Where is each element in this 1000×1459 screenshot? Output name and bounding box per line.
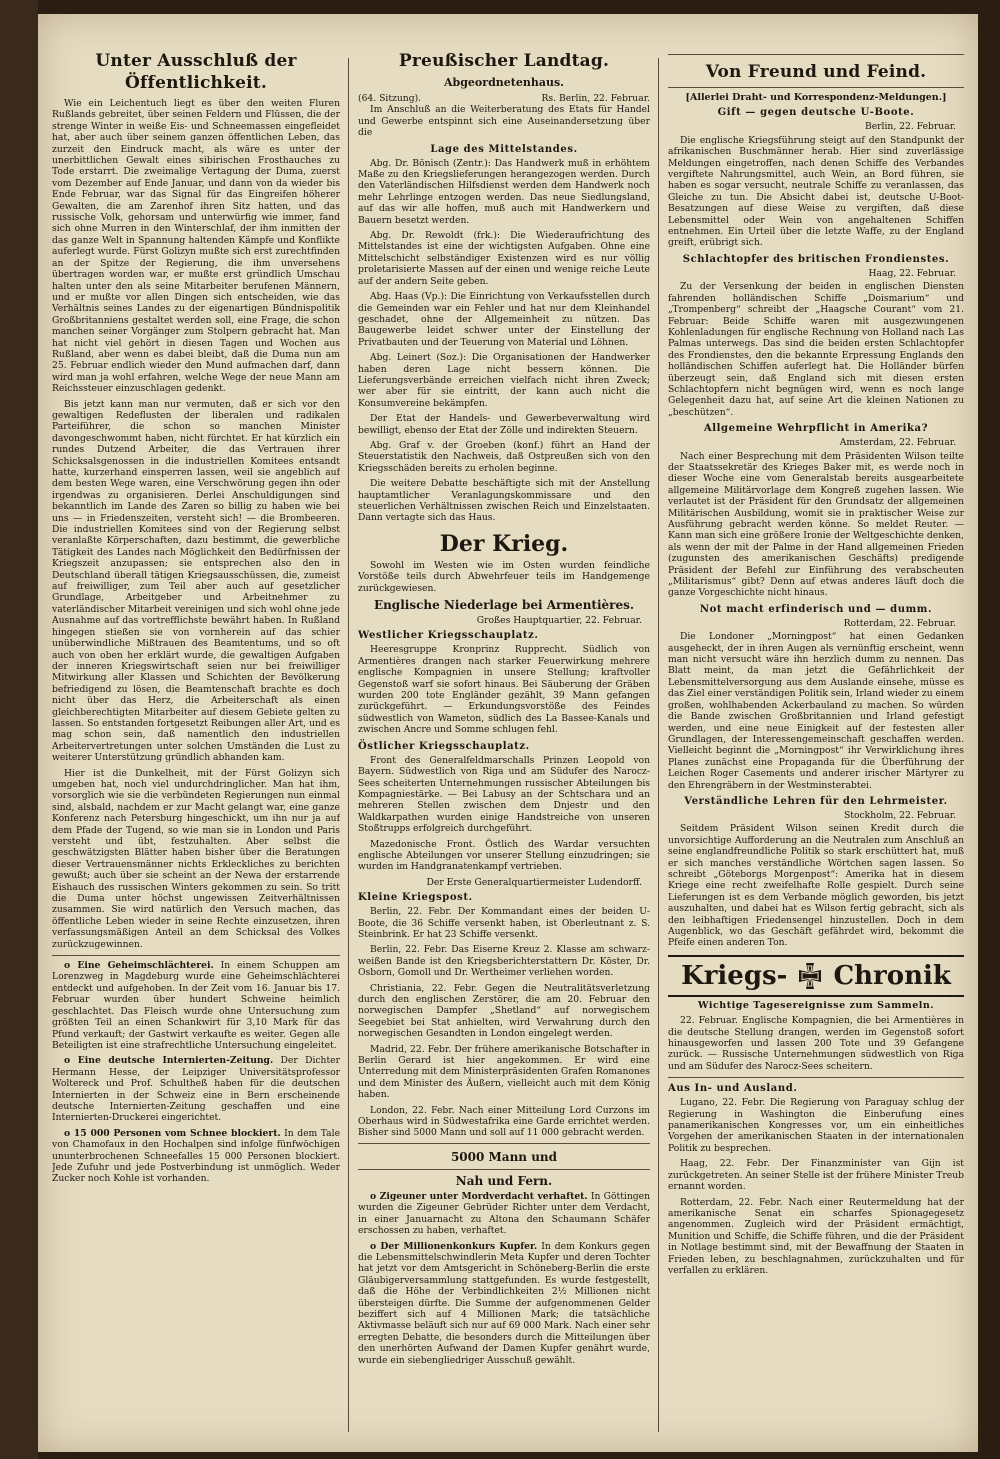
local-item — [358, 1241, 650, 1366]
headline-unter-ausschluss: Unter Ausschluß der Öffentlichkeit. — [95, 51, 297, 93]
local-text: In dem Konkurs gegen die Lebensmittelschwindlerin Meta Kupfer und deren Tochter hat jetzt vor dem Amtsgericht in Schöneberg-Berlin die erste Gläubigerversammlung stattgefunden. Es wurde festgestellt, daß die Höhe der Verbindlichkeiten 2½ Millionen nicht übersteigen dürfte. Die Summe der aufgenommenen Gelder beziffert sich auf 4 Millionen Mark; die tatsächliche Aktivmasse beläuft sich nur auf 69 000 Mark. Nach einer sehr erregten Debatte, die besonders durch die Mitteilungen über den unerhörten Aufwand der Damen Kupfer genährt wurde, wurde ein siebengliedriger Ausschuß gewählt. — [358, 1240, 650, 1366]
item-text: Die Londoner „Morningpost“ hat einen Gedanken ausgeheckt, der in ihren Augen als vernünftig erscheint, wenn man nicht versucht wäre ihn herzlich dumm zu nennen. Das Blatt meint, da man jetzt die Gefährlichkeit der Lebensmittelversorgung aus dem Auslande einsehe, müsse es das Ziel einer verständigen Politik sein, Irland wieder zu einem großen, wohlhabenden Ackerbauland zu machen. So würden die Bande zwischen Großbritannien und Irland gefestigt werden, und eine neue Einigkeit auf der festesten aller Grundlagen, der Interessengemeinschaft geschaffen werden. Vielleicht beginnt die „Morningpost“ ihr Verwirklichung ihres Planes zunächst eine Propaganda für die Überführung der Leichen Roger Casements und anderer irischer Märtyrer zu den Ehrengräbern in der Westminsterabtei. — [668, 631, 964, 791]
local-text: In Göttingen wurden die Zigeuner Gebrüder Richter unter dem Verdacht, in einer Januarnacht zu Altona den Schaumann Schäfer erschossen zu haben, verhaftet. — [358, 1190, 650, 1237]
headline-landtag: Preußischer Landtag. — [398, 51, 610, 71]
item-dateline: Berlin, 22. Februar. — [864, 121, 956, 133]
news-item — [52, 1055, 340, 1123]
macedonia-text: Mazedonische Front. Östlich des Wardar versuchten englische Abteilungen vor unserer Stellung einzudringen; sie wurden im Handgranatenkampf vertrieben. — [358, 838, 650, 873]
session-intro: Im Anschluß an die Weiterberatung des Etats für Handel und Gewerbe entspinnt sich eine Auseinandersetzung über die — [358, 104, 650, 139]
small-war-item: London, 22. Febr. Nach einer Mitteilung Lord Curzons im Oberhaus wird in Südwestafrika eine Garde errichtet werden. Bisher sind 5000 Mann und soll auf 11 000 gebracht werden. — [358, 1104, 650, 1139]
east-title: Östlicher Kriegsschauplatz. — [358, 740, 530, 752]
news-text: In einem Schuppen am Lorenzweg in Magdeburg wurde eine Geheimschlächterei entdeckt und aufgehoben. In der Zeit vom 16. Januar bis 17. Februar wurden über hundert Schweine heimlich geschlachtet. Das Fleisch wurde ohne Untersuchung zum größten Teil an einen Schankwirt für 3,10 Mark für das Pfund verkauft; der Gastwirt verkaufte es weiter. Gegen alle Beteiligten ist eine strafrechtliche Untersuchung eingeleitet. — [52, 960, 340, 1051]
subhead-abgeordnetenhaus: Abgeordnetenhaus. — [444, 76, 564, 89]
debate-paragraph: Abg. Leinert (Soz.): Die Organisationen der Handwerker haben deren Lage nicht bessern können. Die Lieferungsverbände erreichen vielfach nicht ihren Zweck; wer aber für sie eintritt, der kann auch nicht die Konsumvereine bekämpfen. — [358, 352, 650, 409]
item-dateline: Amsterdam, 22. Februar. — [839, 437, 956, 449]
separator — [668, 1077, 964, 1078]
abroad-item: Haag, 22. Febr. Der Finanzminister van Gijn ist zurückgetreten. An seiner Stelle ist der frühere Minister Treub ernannt worden. — [668, 1158, 964, 1193]
debate-paragraph: Abg. Graf v. der Groeben (konf.) führt an Hand der Steuerstatistik den Nachweis, daß Ostpreußen sich von den Kriegsschäden bereits zu erholen beginne. — [358, 439, 650, 474]
session-line — [358, 93, 650, 104]
abroad-item: Lugano, 22. Febr. Die Regierung von Paraguay schlug der Regierung in Washington die Einberufung eines panamerikanischen Kongresses vor, um ein einheitliches Vorgehen der amerikanischen Staaten in der internationalen Politik zu besprechen. — [668, 1097, 964, 1154]
article-paragraph: Bis jetzt kann man nur vermuten, daß er sich vor den gewaltigen Redeflusten der liberalen und radikalen Parteiführer, die schon so manchen Minister davongeschwommt haben, nicht fürchtet. Er hat kürzlich ein rundes Dutzend Arbeiter, die das Vertrauen ihrer Schicksalsgenossen in die industriellen Komitees entsandt hatte, kurzerhand einsperren lassen, weil sie angeblich auf dem besten Wege waren, eine Verschwörung gegen ihn oder irgendwas zu organisieren. Derlei Anschuldigungen sind bekanntlich im Lande des Zaren so billig zu haben wie bei uns — in Friedenszeiten, versteht sich! — die Brombeeren. Die industriellen Komitees sind von der Regierung selbst veranlaßte Körperschaften, dazu bestimmt, die gewerbliche Tätigkeit des Landes nach Möglichkeit den Bedürfnissen der Kriegszeit anzupassen; sie entsprechen also den in Deutschland überall tätigen Kriegsausschüssen, die, zumeist auf freiwilliger, zum Teil aber auch auf gesetzlicher Grundlage, Arbeitgeber und Arbeitnehmer zu vaterländischer Mitarbeit vereinigen und sich wohl ohne jede Ausnahme auf das vortrefflichste bewährt haben. In Rußland hingegen stießen sie von vornherein auf das schier unüberwindliche Mißtrauen des Beamtentums, und so oft auch von oben her erklärt wurde, die gewaltigen Aufgaben der inneren Kriegswirtschaft seien nur bei freiwilliger Mitwirkung aller Klassen und Schichten der Bevölkerung befriedigend zu lösen, die Beamtenschaft brachte es doch nicht über das Herz, die Arbeiterschaft als einen gleichberechtigten Mitarbeiter auf diesem Gebiete gelten zu lassen. So entstanden fortgesetzt Reibungen aller Art, und es mag schon sein, daß namentlich den industriellen Arbeitervertretungen unter solchen Umständen die Lust zu weiterer Unterstützung gründlich abhanden kam. — [52, 398, 340, 764]
west-title: Westlicher Kriegsschauplatz. — [358, 630, 539, 642]
column-rule — [658, 58, 659, 1432]
headline-armentieres: Englische Niederlage bei Armentières. — [373, 598, 635, 613]
chronik-word-right: Chronik — [833, 960, 951, 991]
debate-paragraph: Abg. Haas (Vp.): Die Einrichtung von Verkaufsstellen durch die Gemeinden war ein Fehler und hat nur dem Kleinhandel geschadet, ohne der Allgemeinheit zu nützen. Das Baugewerbe leidet schwer unter der Einstellung der Privatbauten und der Teuerung von Material und Löhnen. — [358, 291, 650, 348]
news-title: o 15 000 Personen vom Schnee blockiert. — [64, 1127, 281, 1139]
small-war-item: Berlin, 22. Febr. Der Kommandant eines der beiden U-Boote, die 36 Schiffe versenkt haben, ist Oberleutnant z. S. Steinbrink. Er hat 23 Schiffe versenkt. — [358, 906, 650, 940]
column-left — [52, 50, 340, 1432]
west-text: Heeresgruppe Kronprinz Rupprecht. Südlich von Armentières drangen nach starker Feuerwirkung mehrere englische Kompagnien in unsere Stellung; kraftvoller Gegenstoß warf sie sofort hinaus. Bei Säuberung der Gräben wurden 200 tote Engländer gezählt, 39 Mann gefangen zurückgeführt. — Erkundungsvorstöße des Feindes südwestlich von Wameton, südlich des La Bassee-Kanals und zwischen Ancre und Somme schlugen fehl. — [358, 644, 650, 736]
local-title: o Zigeuner unter Mordverdacht verhaftet. — [370, 1190, 588, 1202]
subhead-meldungen: [Allerlei Draht- und Korrespondenz-Meldungen.] — [685, 92, 947, 103]
small-war-item: Berlin, 22. Febr. Das Eiserne Kreuz 2. Klasse am schwarz-weißen Bande ist den Kriegsberichterstattern Dr. Köster, Dr. Osborn, Gomoll und Dr. Wertheimer verliehen worden. — [358, 944, 650, 979]
column-center — [358, 50, 650, 1432]
small-war-post-title: Kleine Kriegspost. — [358, 892, 473, 904]
news-item — [52, 1128, 340, 1185]
abroad-item: Rotterdam, 22. Febr. Nach einer Reutermeldung hat der amerikanische Senat ein scharfes Spionagegesetz angenommen. Zugleich wird der Präsident ermächtigt, Munition und Schiffe, die Schiffe führen, und die der Präsident in Notlage bestimmt sind, mit der Bewaffnung der Staaten in Frieden leben, zu beschlagnahmen, zurückzuhalten und für verfallen zu erklären. — [668, 1196, 964, 1276]
item-text: Nach einer Besprechung mit dem Präsidenten Wilson teilte der Staatssekretär des Krieges Baker mit, es werde noch in dieser Woche eine vom Generalstab bereits ausgearbeitete allgemeine Militärvorlage dem Kongreß zugehen lassen. Wie verlautet ist der Präsident für den Grundsatz der allgemeinen Militärischen Ausbildung, womit sie in praktischer Weise zur Ausführung gebracht werden könne. So meldet Reuter. — Kann man sich eine größere Ironie der Weltgeschichte denken, als wenn der mit der Palme in der Hand allgemeinen Frieden (zugunsten des amerikanischen Geschäfts) predigende Präsident der Befehl zur Einführung des verabscheuten „Militarismus“ gibt? Denn auf etwas anderes läuft doch die ganze Vorgeschichte nicht hinaus. — [668, 450, 964, 599]
item-title: Gift — gegen deutsche U-Boote. — [717, 107, 915, 119]
item-dateline: Stockholm, 22. Februar. — [844, 809, 956, 821]
topic-title: Lage des Mittelstandes. — [430, 143, 578, 155]
item-text: Zu der Versenkung der beiden in englischen Diensten fahrenden holländischen Schiffe „Doismarium“ und „Trompenberg“ schreibt der „Haagsche Courant“ vom 21. Februar: Beide Schiffe waren mit ausgezwungenen Kohlenladungen für englische Rechnung von Holland nach Las Palmas unterwegs. Das sind die beiden ersten Schlachtopfer des Frondienstes, den die bekannte Erpressung Englands den holländischen Schiffen auferlegt hat. Die Holländer bürfen überzeugt sein, daß England sich mit diesen ersten Schlachtopfern nicht begnügen wird, wenn es noch lange Gelegenheit dazu hat, auf seine Art die kleinen Nationen zu „beschützen“. — [668, 281, 964, 418]
chronik-word-left: Kriegs- — [681, 960, 788, 991]
item-title: Not macht erfinderisch und — dumm. — [699, 603, 933, 615]
debate-paragraph: Abg. Dr. Bönisch (Zentr.): Das Handwerk muß in erhöhtem Maße zu den Kriegslieferungen herangezogen werden. Durch den Vaterländischen Hilfsdienst werden dem Handwerk noch mehr Lehrlinge entzogen werden. Das neue Siedlungsland, auf das wir alle hoffen, muß auch mit Handwerkern und Bauern besetzt werden. — [358, 157, 650, 226]
article-paragraph: Hier ist die Dunkelheit, mit der Fürst Golizyn sich umgeben hat, noch viel undurchdringlicher. Man hat ihm, vorsorglich wie sie die verbündeten Regierungen nun einmal sind, alsbald, nachdem er zur Macht gelangt war, eine ganze Konferenz nach Petersburg hingeschickt, um ihn nur ja auf dem Pfade der Tugend, so wie man sie in London und Paris versteht und übt, festzuhalten. Aber selbst die geschwätzigsten Blätter haben bisher über die Beratungen dieser Vertrauensmänner nichts Erkleckliches zu berichten gewußt; auch über sie scheint an der Newa der erstarrende Eishauch des russischen Winters gekommen zu sein. So tritt die Duma unter höchst ungewissen Zeitverhältnissen zusammen. Sie wird natürlich den Versuch machen, das öffentliche Leben wieder in seine Rechte einzusetzen, ihren verfassungsmäßigen Anteil an dem Schicksal des Volkes zurückzugewinnen. — [52, 767, 340, 950]
session-number: (64. Sitzung). — [358, 93, 422, 104]
headline-der-krieg: Der Krieg. — [439, 530, 569, 557]
small-war-item: Madrid, 22. Febr. Der frühere amerikanische Botschafter in Berlin Gerard ist hier angekommen. Er wird eine Unterredung mit dem Ministerpräsidenten Grafen Romanones und dem Minister des Äußern, vielleicht auch mit dem König haben. — [358, 1043, 650, 1101]
east-text: Front des Generalfeldmarschalls Prinzen Leopold von Bayern. Südwestlich von Riga und am Südufer des Narocz-Sees scheiterten Unternehmungen russischer Abteilungen bis Kompagniestärke. — Bei Labusy an der Schtschara und an mehreren Stellen zwischen dem Dnjestr und den Waldkarpathen wurden einige Handstreiche von unseren Stoßtrupps erfolgreich durchgeführt. — [358, 754, 650, 835]
kriegs-chronik-banner — [668, 955, 964, 997]
debate-paragraph: Die weitere Debatte beschäftigte sich mit der Anstellung hauptamtlicher Veranlagungskommissare und den steuerlichen Verhältnissen zwischen Reich und Einzelstaaten. Dann vertagte sich das Haus. — [358, 478, 650, 524]
news-text: Der Dichter Hermann Hesse, der Leipziger Universitätsprofessor Woltereck und Prof. Schultheß haben für die deutschen Internierten in der Schweiz eine in Bern erscheinende deutsche Internierten-Zeitung geschaffen und eine Internierten-Druckerei eingerichtet. — [52, 1055, 340, 1124]
item-title: Schlachtopfer des britischen Frondienstes. — [682, 253, 950, 265]
item-title: Allgemeine Wehrpflicht in Amerika? — [703, 423, 929, 435]
war-intro: Sowohl im Westen wie im Osten wurden feindliche Vorstöße teils durch Abwehrfeuer teils im Handgemenge zurückgewiesen. — [358, 559, 650, 594]
news-title: o Eine Geheimschlächterei. — [64, 960, 214, 972]
item-dateline: Rotterdam, 22. Februar. — [843, 617, 956, 629]
debate-paragraph: Der Etat der Handels- und Gewerbeverwaltung wird bewilligt, ebenso der Etat der Zölle und indirekten Steuern. — [358, 413, 650, 436]
local-item — [358, 1191, 650, 1237]
iron-cross-icon — [795, 961, 825, 991]
chronik-text: 22. Februar. Englische Kompagnien, die bei Armentières in die deutsche Stellung drangen, werden im Gegenstoß sofort hinausgeworfen und lassen 200 Tote und 39 Gefangene zurück. — Russische Unternehmungen südwestlich von Riga und am Südufer des Narocz-Sees scheitern. — [668, 1015, 964, 1072]
item-text: Die englische Kriegsführung steigt auf den Standpunkt der afrikanischen Buschmänner herab. Hier sind zuverlässige Meldungen eingetroffen, nach denen Schiffe des Verbandes vergiftete Nahrungsmittel, auch Wein, an Bord führen, sie haben es sogar versucht, neutrale Schiffe zu veranlassen, das Gleiche zu tun. Die Absicht dabei ist, deutsche U-Boot-Besatzungen auf diese Weise zu vergiften, daß diese Lebensmittel oder Wein von angehaltenen Schiffen entnehmen. Ein Urteil über die letzte Waffe, zu der England greift, erübrigt sich. — [668, 134, 964, 249]
news-text: In dem Tale von Chamofaux in den Hochalpen sind infolge fünfwöchigen ununterbrochenen Schneefalles 15 000 Personen blockiert. Jede Zufuhr und jede Postverbindung ist unmöglich. Weder Zucker noch Kohle ist vorhanden. — [52, 1127, 340, 1185]
headline-nah-und-fern: Nah und Fern. — [455, 1173, 553, 1188]
news-item — [52, 960, 340, 1051]
hq-dateline: Großes Hauptquartier, 22. Februar. — [476, 615, 642, 627]
page-edge — [0, 0, 38, 1459]
signature: Der Erste Generalquartiermeister Ludendorff. — [426, 876, 642, 888]
item-title: Verständliche Lehren für den Lehrmeister. — [684, 795, 948, 807]
session-dateline: Rs. Berlin, 22. Februar. — [541, 93, 650, 104]
debate-paragraph: Abg. Dr. Rewoldt (frk.): Die Wiederaufrichtung des Mittelstandes ist eine der wichtigsten Aufgaben. Ohne eine Mittelschicht selbständiger Existenzen wird es nur völlig proletarisierte Massen auf der einen und wenige reiche Leute auf der andern Seite geben. — [358, 230, 650, 287]
newspaper-page — [38, 14, 978, 1452]
abroad-title: Aus In- und Ausland. — [668, 1083, 798, 1095]
headline-freund-und-feind: Von Freund und Feind. — [668, 54, 964, 88]
column-rule — [348, 58, 349, 1432]
small-war-item: Christiania, 22. Febr. Gegen die Neutralitätsverletzung durch den englischen Zerstörer, die am 20. Februar den norwegischen Dampfer „Shetland“ auf norwegischem Seegebiet bei Stat anhielten, wird Verwahrung durch den norwegischen Gesandten in London eingelegt werden. — [358, 982, 650, 1040]
item-text: Seitdem Präsident Wilson seinen Kredit durch die unvorsichtige Aufforderung an die Neutralen zum Anschluß an seine englandfreundliche Politik so stark erschüttert hat, muß er sich manches verständliche Wörtchen sagen lassen. So schreibt „Göteborgs Morgenpost“: Amerika hat in diesem Kriege eine recht zweifelhafte Rolle gespielt. Durch seine Lieferungen ist es dem Verbande möglich geworden, bis jetzt auszuhalten, und dabei hat es Wilson fertig gebracht, sich als den leibhaftigen Friedensengel hinzustellen. Doch in dem Augenblick, wo das Geschäft gefährdet wird, bekommt die Pfeife einen anderen Ton. — [668, 823, 964, 949]
local-title: o Der Millionenkonkurs Kupfer. — [370, 1240, 538, 1252]
article-paragraph: Wie ein Leichentuch liegt es über den weiten Fluren Rußlands gebreitet, über seinen Feldern und Flüssen, die der strenge Winter in weiße Eis- und Schneemassen eingefleidet hat, aber auch über seinem ganzen öffentlichen Leben, das zurzeit den Eindruck macht, als wäre es unter der unerbittlichen Gewalt eines sibirischen Frosthauches zu Tode erstarrt. Die zweimalige Vertagung der Duma, zuerst vom Dezember auf Ende Januar, und dann von da wieder bis Ende Februar, war das Signal für das Eingreifen höherer Gewalten, die am Zarenhof ihren Sitz hatten, und das russische Volk, gehorsam und unterwürfig wie immer, fand sich ohne Murren in den Winterschlaf, der ihm inmitten der das ganze Welt in Spannung haltenden Kämpfe und Konflikte auferlegt wurde. Fürst Golizyn mußte sich erst zurechtfinden an der Spitze der Regierung, die ihm unversehens übertragen worden war, er mußte erst gründlich Umschau halten unter den als seine Mitarbeiter berufenen Männern, und er mußte vor allen Dingen sich entscheiden, wie das Verhältnis seines Landes zu der eigenartigen Bündnispolitik Großbritanniens gestaltet werden soll, eine Frage, die schon manchen seiner Vorgänger zum Stolpern gebracht hat. Man hat nicht viel gehört in diesen Tagen und Wochen aus Rußland, aber wenn es dabei bleibt, daß die Duma nun am 25. Februar endlich wieder den Mund aufmachen darf, dann wird man ja wohl erfahren, welche Wege der neue Mann am Reichssteuer einzuschlagen gedenkt. — [52, 98, 340, 395]
item-dateline: Haag, 22. Februar. — [868, 267, 956, 279]
column-right — [668, 50, 964, 1432]
chronik-subtitle: Wichtige Tagesereignisse zum Sammeln. — [697, 999, 935, 1011]
separator — [52, 955, 340, 956]
headline-5000-mann: 5000 Mann und — [358, 1143, 650, 1170]
news-title: o Eine deutsche Internierten-Zeitung. — [64, 1055, 274, 1067]
